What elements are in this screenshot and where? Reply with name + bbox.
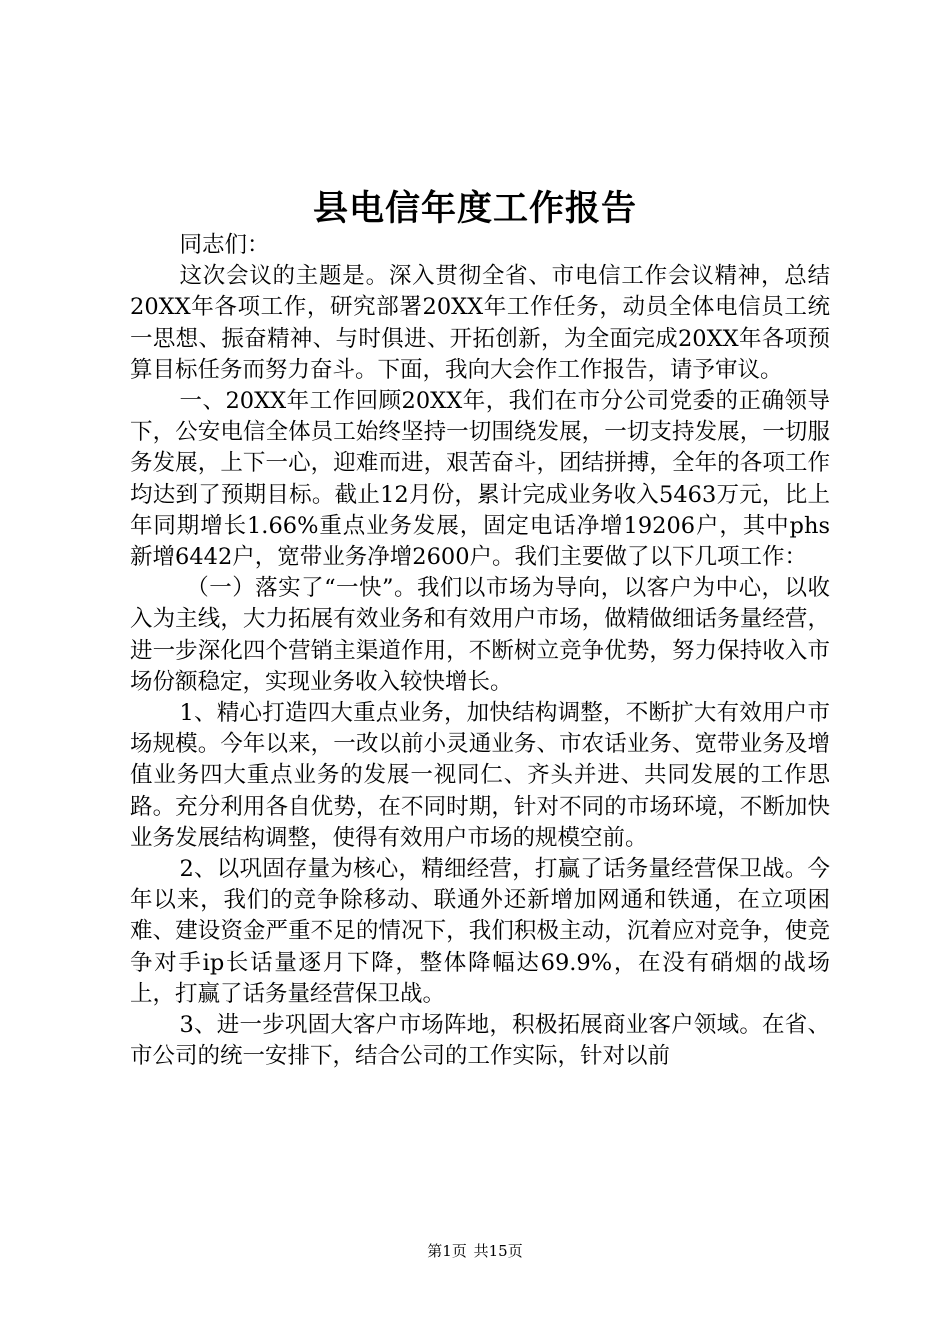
item-two-paragraph: 2、以巩固存量为核心，精细经营，打赢了话务量经营保卫战。今年以来，我们的竞争除移动、联通外还新增加网通和铁通，在立项困难、建设资金严重不足的情况下，我们积极主动，沉着应对竞争，使竞争对手ip长话量逐月下降，整体降幅达69.9%，在没有硝烟的战场上，打赢了话务量经营保卫战。	[130, 856, 830, 1007]
page-footer: 第1页 共15页	[427, 1242, 523, 1260]
document-title: 县电信年度工作报告	[312, 188, 637, 229]
section-one-paragraph: （一）落实了“一快”。我们以市场为导向，以客户为中心，以收入为主线，大力拓展有效业务和有效用户市场，做精做细话务量经营，进一步深化四个营销主渠道作用，不断树立竞争优势，努力保持收入市场份额稳定，实现业务收入较快增长。	[130, 575, 830, 695]
intro-paragraph: 这次会议的主题是。深入贯彻全省、市电信工作会议精神，总结20XX年各项工作，研究部署20XX年工作任务，动员全体电信员工统一思想、振奋精神、与时俱进、开拓创新，为全面完成20XX年各项预算目标任务而努力奋斗。下面，我向大会作工作报告，请予审议。	[130, 263, 830, 383]
item-three-paragraph: 3、进一步巩固大客户市场阵地，积极拓展商业客户领域。在省、市公司的统一安排下，结合公司的工作实际，针对以前	[130, 1012, 830, 1070]
salutation-paragraph: 同志们：	[179, 232, 270, 258]
document-body	[130, 230, 830, 1072]
item-one-paragraph: 1、精心打造四大重点业务，加快结构调整，不断扩大有效用户市场规模。今年以来，一改以前小灵通业务、市农话业务、宽带业务及增值业务四大重点业务的发展一视同仁、齐头并进、共同发展的工作思路。充分利用各自优势，在不同时期，针对不同的市场环境，不断加快业务发展结构调整，使得有效用户市场的规模空前。	[130, 700, 830, 851]
review-paragraph: 一、20XX年工作回顾20XX年，我们在市分公司党委的正确领导下，公安电信全体员工始终坚持一切围绕发展，一切支持发展，一切服务发展，上下一心，迎难而进，艰苦奋斗，团结拼搏，全年的各项工作均达到了预期目标。截止12月份，累计完成业务收入5463万元，比上年同期增长1.66%重点业务发展，固定电话净增19206户，其中phs新增6442户，宽带业务净增2600户。我们主要做了以下几项工作：	[130, 388, 830, 571]
